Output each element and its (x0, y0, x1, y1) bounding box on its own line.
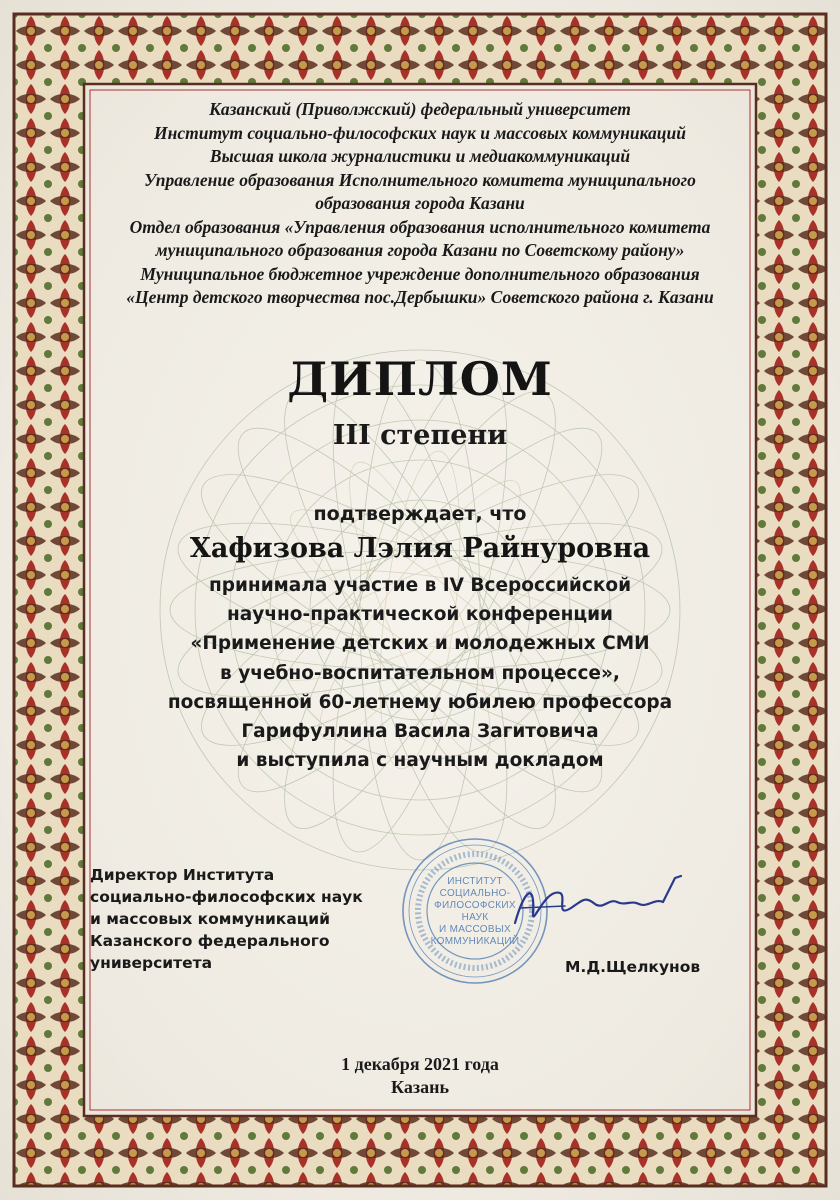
award-description (100, 571, 740, 775)
issue-date: 1 декабря 2021 года (341, 1054, 499, 1074)
header-line: муниципального образования города Казани по Советскому району» (155, 240, 685, 260)
confirm-text: подтверждает, что (313, 503, 527, 525)
seal-line: ИНСТИТУТ (447, 876, 503, 887)
description-line: посвященной 60-летнему юбилею профессора (167, 691, 673, 713)
seal-line: И МАССОВЫХ (439, 924, 511, 935)
header-line: Институт социально-философских наук и массовых коммуникаций (154, 122, 686, 143)
diploma-degree: III степени (332, 420, 508, 451)
signer-name: М.Д.Щелкунов (565, 958, 701, 976)
seal-line: НАУК (461, 912, 489, 923)
header-line: Управление образования Исполнительного комитета муниципального (144, 169, 696, 190)
header-line: Казанский (Приволжский) федеральный университет (209, 99, 631, 119)
seal-line: ФИЛОСОФСКИХ (434, 900, 516, 911)
description-line: в учебно-воспитательном процессе», (220, 662, 620, 684)
header-line: Отдел образования «Управления образования исполнительного комитета (129, 216, 711, 237)
description-line: и выступила с научным докладом (236, 750, 604, 772)
signature-icon (505, 868, 705, 938)
header-line: «Центр детского творчества пос.Дербышки» Советского района г. Казани (126, 287, 714, 307)
description-line: принимала участие в IV Всероссийской (208, 575, 632, 596)
header-line: Муниципальное бюджетное учреждение дополнительного образования (140, 263, 700, 284)
seal-line: КОММУНИКАЦИЙ (430, 936, 520, 947)
signer-title-line: университета (90, 954, 213, 972)
diploma-title: ДИПЛОМ (287, 352, 553, 406)
header-line: Высшая школа журналистики и медиакоммуникаций (209, 146, 631, 166)
description-line: «Применение детских и молодежных СМИ (190, 633, 650, 655)
signer-title (90, 864, 410, 974)
issuer-header (80, 98, 760, 310)
issue-date-place (0, 1053, 840, 1099)
signer-title-line: социально-философских наук (90, 888, 363, 906)
header-line: образования города Казани (315, 193, 525, 213)
description-line: научно-практической конференции (227, 604, 613, 626)
signer-title-line: Казанского федерального (90, 932, 330, 950)
seal-line: СОЦИАЛЬНО- (439, 888, 511, 899)
signer-title-line: и массовых коммуникаций (90, 910, 331, 928)
signer-title-line: Директор Института (90, 866, 275, 884)
description-line: Гарифуллина Васила Загитовича (241, 721, 599, 743)
recipient-name: Хафизова Лэлия Райнуровна (189, 533, 651, 564)
issue-place: Казань (391, 1077, 449, 1097)
